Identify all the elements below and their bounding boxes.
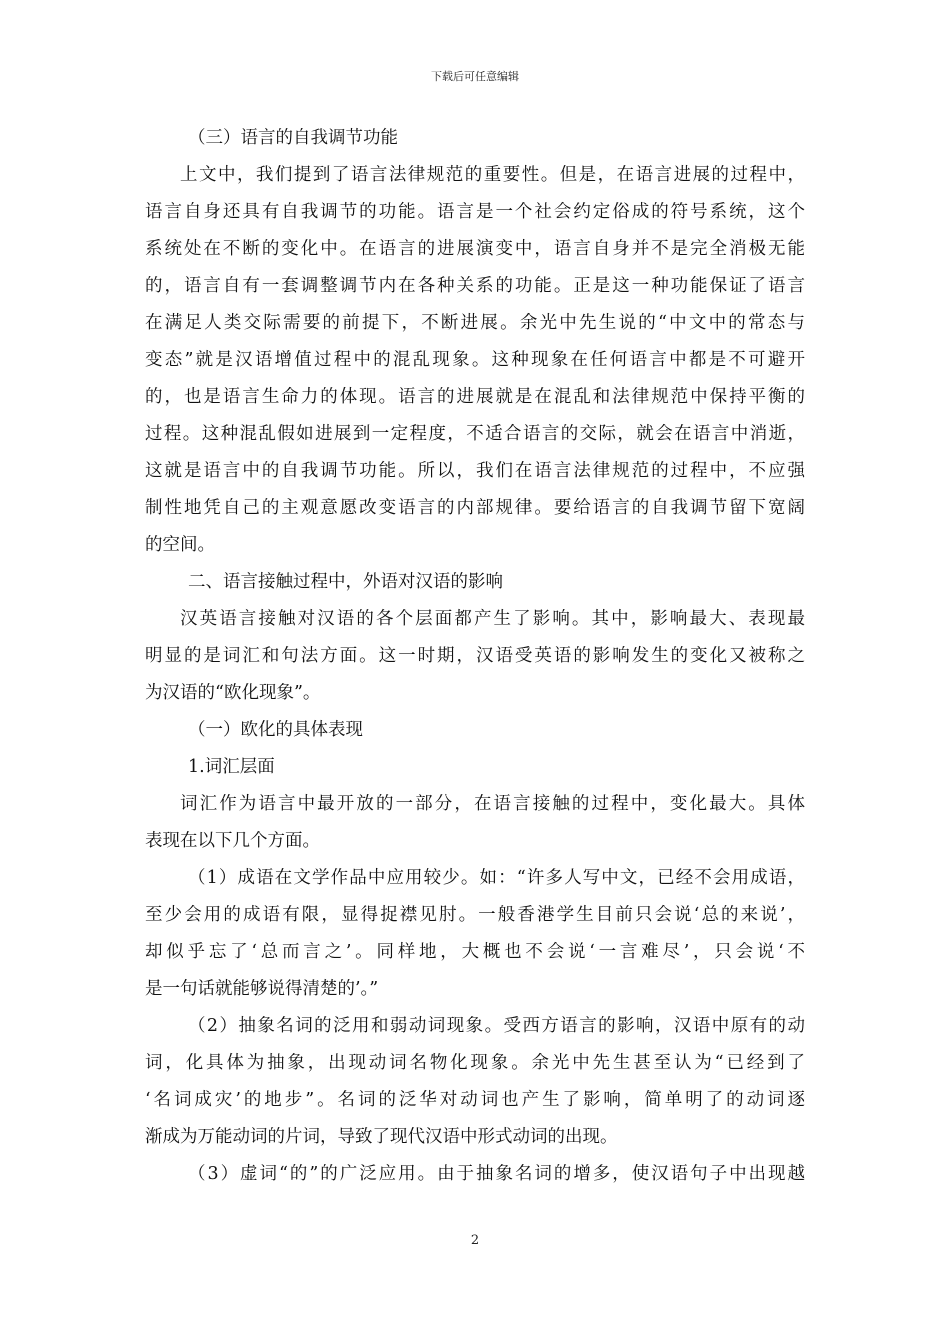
paragraph-line: 为汉语的“欧化现象”。 (145, 683, 321, 703)
paragraph-line: 的，也是语言生命力的体现。语言的进展就是在混乱和法律规范中保持平衡的 (145, 387, 805, 407)
paragraph-vocabulary (145, 786, 805, 860)
paragraph-line: 词，化具体为抽象，出现动词名物化现象。余光中先生甚至认为“已经到了 (145, 1053, 805, 1073)
paragraph-abstract-nouns (145, 1008, 805, 1156)
paragraph-line: 变态”就是汉语增值过程中的混乱现象。这种现象在任何语言中都是不可避开 (145, 350, 805, 370)
paragraph-line: ‘名词成灾’的地步”。名词的泛华对动词也产生了影响，简单明了的动词逐 (145, 1090, 805, 1110)
paragraph-line: 的，语言自有一套调整调节内在各种关系的功能。正是这一种功能保证了语言 (145, 276, 805, 296)
paragraph-line: 在满足人类交际需要的前提下，不断进展。余光中先生说的“中文中的常态与 (145, 313, 805, 333)
paragraph-line: 的空间。 (145, 535, 215, 555)
paragraph-self-regulation (145, 157, 805, 564)
paragraph-line: （2）抽象名词的泛用和弱动词现象。受西方语言的影响，汉语中原有的动 (188, 1016, 805, 1036)
paragraph-function-word (145, 1156, 805, 1193)
document-body (145, 120, 805, 1193)
paragraph-language-contact (145, 601, 805, 712)
section-heading-self-regulation: （三）语言的自我调节功能 (188, 128, 398, 148)
paragraph-line: 制性地凭自己的主观意愿改变语言的内部规律。要给语言的自我调节留下宽阔 (145, 498, 805, 518)
paragraph-line: 表现在以下几个方面。 (145, 831, 320, 851)
paragraph-line: 过程。这种混乱假如进展到一定程度，不适合语言的交际，就会在语言中消逝， (145, 424, 805, 444)
paragraph-line: 这就是语言中的自我调节功能。所以，我们在语言法律规范的过程中，不应强 (145, 461, 805, 481)
paragraph-line: 至少会用的成语有限，显得捉襟见肘。一般香港学生目前只会说‘总的来说’， (145, 905, 805, 925)
paragraph-line: 却似乎忘了‘总而言之’。同样地，大概也不会说‘一言难尽’，只会说‘不 (145, 942, 805, 962)
paragraph-idioms (145, 860, 805, 1008)
paragraph-line: 明显的是词汇和句法方面。这一时期，汉语受英语的影响发生的变化又被称之 (145, 646, 805, 666)
subsection-heading-europeanization: （一）欧化的具体表现 (188, 720, 363, 740)
paragraph-line: 上文中，我们提到了语言法律规范的重要性。但是，在语言进展的过程中， (180, 165, 805, 185)
paragraph-line: （3）虚词“的”的广泛应用。由于抽象名词的增多，使汉语句子中出现越 (188, 1164, 805, 1184)
section-heading-language-contact: 二、语言接触过程中，外语对汉语的影响 (188, 572, 503, 592)
page-number: 2 (470, 1233, 480, 1248)
paragraph-line: 渐成为万能动词的片词，导致了现代汉语中形式动词的出现。 (145, 1127, 618, 1147)
paragraph-line: 语言自身还具有自我调节的功能。语言是一个社会约定俗成的符号系统，这个 (145, 202, 805, 222)
paragraph-line: 是一句话就能够说得清楚的’。” (145, 979, 379, 999)
paragraph-line: 汉英语言接触对汉语的各个层面都产生了影响。其中，影响最大、表现最 (180, 609, 805, 629)
page-header: 下载后可任意编辑 (431, 70, 519, 83)
subsection-heading-vocabulary: 1.词汇层面 (188, 757, 275, 777)
paragraph-line: 系统处在不断的变化中。在语言的进展演变中，语言自身并不是完全消极无能 (145, 239, 805, 259)
paragraph-line: （1）成语在文学作品中应用较少。如：“许多人写中文，已经不会用成语， (188, 868, 805, 888)
paragraph-line: 词汇作为语言中最开放的一部分，在语言接触的过程中，变化最大。具体 (180, 794, 805, 814)
